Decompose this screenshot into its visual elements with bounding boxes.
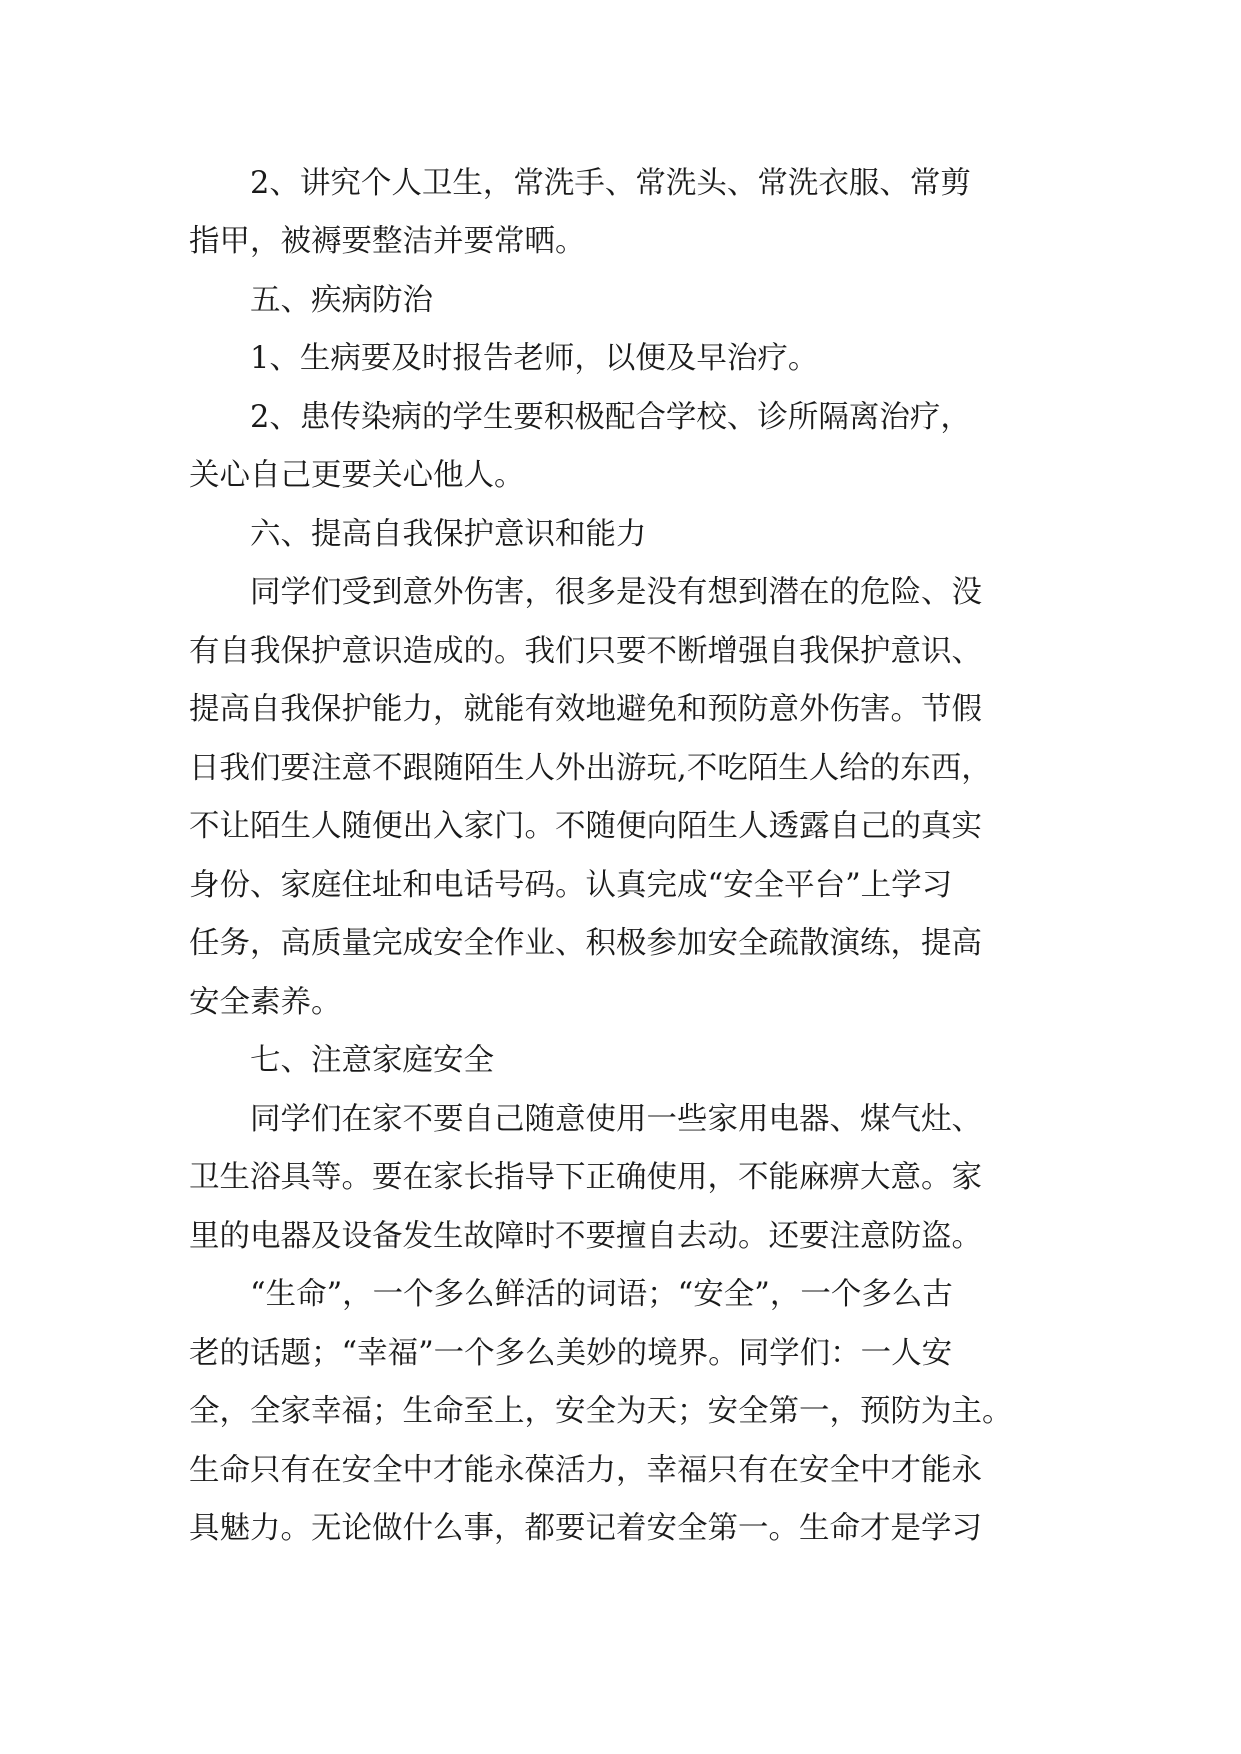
text-line: 卫生浴具等。要在家长指导下正确使用，不能麻痹大意。家: [189, 1160, 982, 1195]
text-line: 老的话题；“幸福”一个多么美妙的境界。同学们：一人安: [189, 1336, 953, 1371]
text-line: 2、患传染病的学生要积极配合学校、诊所隔离治疗，: [189, 400, 971, 435]
text-line: “生命”，一个多么鲜活的词语；“安全”，一个多么古: [189, 1277, 953, 1312]
text-line: 具魅力。无论做什么事，都要记着安全第一。生命才是学习: [189, 1511, 982, 1546]
text-line: 有自我保护意识造成的。我们只要不断增强自我保护意识、: [189, 634, 982, 669]
text-line: 同学们受到意外伤害，很多是没有想到潜在的危险、没: [189, 575, 982, 610]
text-line: 安全素养。: [189, 985, 342, 1020]
text-line: 指甲，被褥要整洁并要常晒。: [189, 224, 586, 259]
text-line: 日我们要注意不跟随陌生人外出游玩,不吃陌生人给的东西，: [189, 751, 992, 786]
text-line: 提高自我保护能力，就能有效地避免和预防意外伤害。节假: [189, 692, 982, 727]
section-heading: 七、注意家庭安全: [189, 1043, 494, 1078]
text-line: 全，全家幸福；生命至上，安全为天；安全第一，预防为主。: [189, 1394, 1013, 1429]
text-line: 1、生病要及时报告老师，以便及早治疗。: [189, 341, 819, 376]
text-line: 身份、家庭住址和电话号码。认真完成“安全平台”上学习: [189, 868, 953, 903]
text-line: 2、讲究个人卫生，常洗手、常洗头、常洗衣服、常剪: [189, 166, 971, 201]
text-line: 关心自己更要关心他人。: [189, 458, 525, 493]
section-heading: 五、疾病防治: [189, 283, 433, 318]
text-line: 不让陌生人随便出入家门。不随便向陌生人透露自己的真实: [189, 809, 982, 844]
text-line: 同学们在家不要自己随意使用一些家用电器、煤气灶、: [189, 1102, 982, 1137]
text-line: 生命只有在安全中才能永葆活力，幸福只有在安全中才能永: [189, 1453, 982, 1488]
text-line: 任务，高质量完成安全作业、积极参加安全疏散演练，提高: [189, 926, 982, 961]
section-heading: 六、提高自我保护意识和能力: [189, 517, 647, 552]
text-line: 里的电器及设备发生故障时不要擅自去动。还要注意防盗。: [189, 1219, 982, 1254]
